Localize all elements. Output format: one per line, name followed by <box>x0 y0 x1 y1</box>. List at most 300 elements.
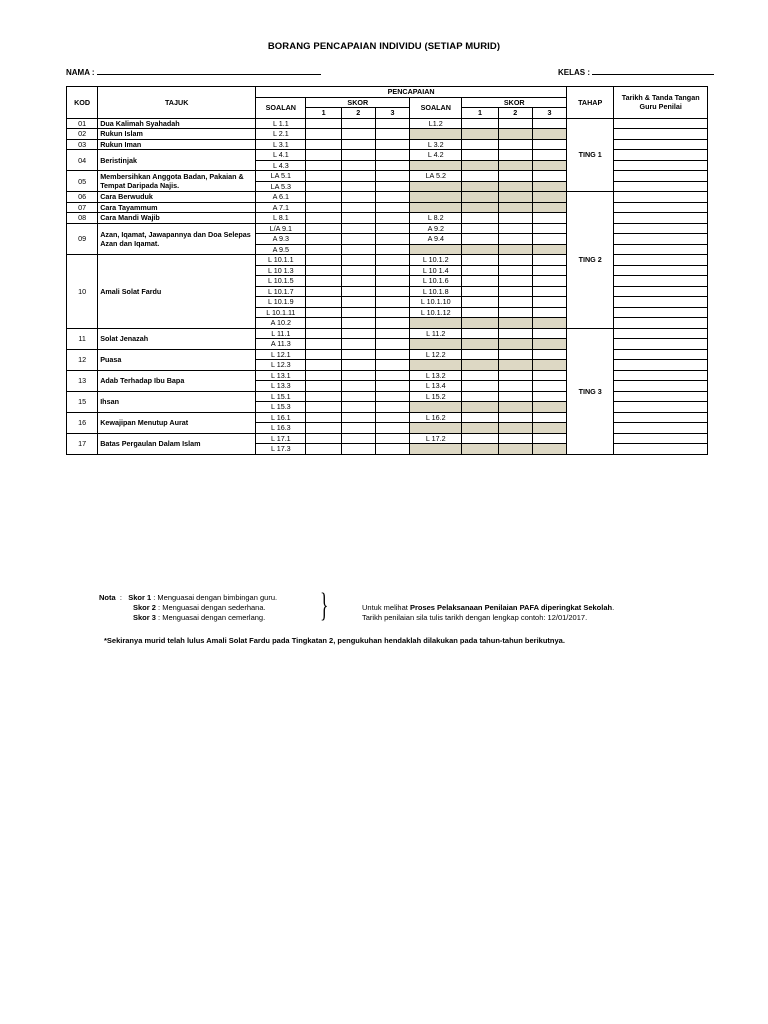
tarikh-input-cell[interactable] <box>614 423 708 434</box>
kelas-line[interactable] <box>592 66 714 75</box>
skor-input-cell[interactable] <box>498 234 532 245</box>
skor-input-cell[interactable] <box>375 129 409 140</box>
skor-input-cell[interactable] <box>462 276 498 287</box>
tarikh-input-cell[interactable] <box>614 192 708 203</box>
skor-input-cell[interactable] <box>341 192 375 203</box>
skor-input-cell[interactable] <box>341 360 375 371</box>
tarikh-input-cell[interactable] <box>614 181 708 192</box>
nota-right-pre: Untuk melihat <box>362 603 410 612</box>
tajuk-cell: Cara Mandi Wajib <box>98 213 256 224</box>
nota-right-post: . <box>612 603 615 612</box>
soalan-cell: LA 5.3 <box>256 181 306 192</box>
tahap-cell: TING 2 <box>567 192 614 329</box>
skor-input-cell[interactable] <box>306 339 341 350</box>
skor-input-cell[interactable] <box>306 360 341 371</box>
skor-input-cell[interactable] <box>375 412 409 423</box>
skor-input-cell[interactable] <box>498 402 532 413</box>
skor-input-cell[interactable] <box>375 213 409 224</box>
skor-input-cell[interactable] <box>462 370 498 381</box>
skor-input-cell[interactable] <box>375 181 409 192</box>
kod-cell: 03 <box>67 139 98 150</box>
nota-section <box>99 593 277 623</box>
tajuk-cell: Dua Kalimah Syahadah <box>98 118 256 129</box>
skor-input-cell[interactable] <box>532 276 566 287</box>
skor-input-cell[interactable] <box>375 391 409 402</box>
kod-cell: 02 <box>67 129 98 140</box>
soalan-cell: L 13.4 <box>410 381 462 392</box>
skor-input-cell[interactable] <box>341 129 375 140</box>
skor-input-cell[interactable] <box>462 286 498 297</box>
skor-2-header: 2 <box>498 108 532 119</box>
skor-input-cell[interactable] <box>306 444 341 455</box>
skor-input-cell[interactable] <box>462 391 498 402</box>
tarikh-input-cell[interactable] <box>614 129 708 140</box>
skor-input-cell[interactable] <box>375 150 409 161</box>
skor-input-cell[interactable] <box>462 139 498 150</box>
skor-input-cell[interactable] <box>462 423 498 434</box>
skor-input-cell[interactable] <box>341 444 375 455</box>
tarikh-input-cell[interactable] <box>614 339 708 350</box>
skor-input-cell[interactable] <box>532 139 566 150</box>
skor-input-cell[interactable] <box>375 276 409 287</box>
skor-input-cell[interactable] <box>532 370 566 381</box>
skor-input-cell[interactable] <box>532 391 566 402</box>
skor-input-cell[interactable] <box>462 255 498 266</box>
tajuk-cell: Puasa <box>98 349 256 370</box>
skor-input-cell[interactable] <box>532 223 566 234</box>
skor-input-cell[interactable] <box>341 307 375 318</box>
skor-input-cell[interactable] <box>375 307 409 318</box>
skor-input-cell[interactable] <box>462 160 498 171</box>
tahap-header: TAHAP <box>567 87 614 119</box>
skor-input-cell[interactable] <box>375 297 409 308</box>
skor-input-cell[interactable] <box>375 370 409 381</box>
tajuk-cell: Batas Pergaulan Dalam Islam <box>98 433 256 454</box>
skor-input-cell[interactable] <box>306 171 341 182</box>
skor-input-cell[interactable] <box>306 160 341 171</box>
skor-input-cell[interactable] <box>306 391 341 402</box>
skor-input-cell[interactable] <box>341 171 375 182</box>
tarikh-input-cell[interactable] <box>614 349 708 360</box>
tarikh-input-cell[interactable] <box>614 370 708 381</box>
skor-input-cell[interactable] <box>532 307 566 318</box>
soalan-cell: L 16.3 <box>256 423 306 434</box>
tarikh-input-cell[interactable] <box>614 391 708 402</box>
skor-input-cell[interactable] <box>462 412 498 423</box>
skor-input-cell[interactable] <box>341 202 375 213</box>
soalan-cell: L 1.1 <box>256 118 306 129</box>
soalan-cell: L 10.1.10 <box>410 297 462 308</box>
skor-input-cell[interactable] <box>375 318 409 329</box>
soalan-cell: L1.2 <box>410 118 462 129</box>
soalan-cell <box>410 423 462 434</box>
skor-input-cell[interactable] <box>306 255 341 266</box>
soalan-cell: L 4.1 <box>256 150 306 161</box>
soalan-cell: L 17.2 <box>410 433 462 444</box>
soalan-cell <box>410 129 462 140</box>
tarikh-input-cell[interactable] <box>614 118 708 129</box>
tarikh-input-cell[interactable] <box>614 202 708 213</box>
skor-3-header: 3 <box>532 108 566 119</box>
skor-input-cell[interactable] <box>532 202 566 213</box>
skor-input-cell[interactable] <box>341 160 375 171</box>
skor-input-cell[interactable] <box>532 171 566 182</box>
skor-input-cell[interactable] <box>532 265 566 276</box>
skor-input-cell[interactable] <box>375 234 409 245</box>
skor-input-cell[interactable] <box>375 360 409 371</box>
soalan-cell: L 10.1.11 <box>256 307 306 318</box>
skor-input-cell[interactable] <box>532 360 566 371</box>
skor-input-cell[interactable] <box>375 139 409 150</box>
skor-input-cell[interactable] <box>498 349 532 360</box>
skor-input-cell[interactable] <box>341 433 375 444</box>
skor3-text: : Menguasai dengan cemerlang. <box>158 613 266 622</box>
tarikh-input-cell[interactable] <box>614 402 708 413</box>
skor-input-cell[interactable] <box>532 160 566 171</box>
skor-input-cell[interactable] <box>341 423 375 434</box>
skor-input-cell[interactable] <box>341 118 375 129</box>
skor-input-cell[interactable] <box>498 171 532 182</box>
tarikh-input-cell[interactable] <box>614 444 708 455</box>
soalan-cell: L 15.1 <box>256 391 306 402</box>
skor-input-cell[interactable] <box>341 318 375 329</box>
kelas-label: KELAS : <box>558 68 590 77</box>
soalan-cell <box>410 244 462 255</box>
skor-input-cell[interactable] <box>532 118 566 129</box>
skor-input-cell[interactable] <box>375 255 409 266</box>
skor-input-cell[interactable] <box>532 213 566 224</box>
skor-input-cell[interactable] <box>306 139 341 150</box>
skor-input-cell[interactable] <box>375 328 409 339</box>
kod-header: KOD <box>67 87 98 119</box>
skor-input-cell[interactable] <box>375 223 409 234</box>
skor-input-cell[interactable] <box>498 328 532 339</box>
nota-right <box>362 603 614 623</box>
kod-cell: 10 <box>67 255 98 329</box>
skor-input-cell[interactable] <box>532 328 566 339</box>
tarikh-input-cell[interactable] <box>614 171 708 182</box>
skor-input-cell[interactable] <box>375 118 409 129</box>
soalan-cell: L/A 9.1 <box>256 223 306 234</box>
soalan-cell: L 8.1 <box>256 213 306 224</box>
skor-input-cell[interactable] <box>498 181 532 192</box>
skor-input-cell[interactable] <box>462 297 498 308</box>
skor-input-cell[interactable] <box>375 286 409 297</box>
skor-input-cell[interactable] <box>375 349 409 360</box>
skor-input-cell[interactable] <box>341 276 375 287</box>
skor-input-cell[interactable] <box>498 192 532 203</box>
skor-input-cell[interactable] <box>532 192 566 203</box>
skor-input-cell[interactable] <box>498 213 532 224</box>
skor-input-cell[interactable] <box>462 244 498 255</box>
skor-input-cell[interactable] <box>462 234 498 245</box>
soalan-cell: A 7.1 <box>256 202 306 213</box>
skor-input-cell[interactable] <box>341 223 375 234</box>
skor-input-cell[interactable] <box>498 297 532 308</box>
skor-input-cell[interactable] <box>462 349 498 360</box>
soalan-cell: L 10.1.7 <box>256 286 306 297</box>
skor-input-cell[interactable] <box>498 276 532 287</box>
tarikh-input-cell[interactable] <box>614 412 708 423</box>
soalan-cell: L 3.1 <box>256 139 306 150</box>
skor-input-cell[interactable] <box>341 265 375 276</box>
tarikh-input-cell[interactable] <box>614 255 708 266</box>
skor-input-cell[interactable] <box>498 444 532 455</box>
skor-input-cell[interactable] <box>532 381 566 392</box>
skor-input-cell[interactable] <box>341 213 375 224</box>
skor-input-cell[interactable] <box>462 181 498 192</box>
skor-input-cell[interactable] <box>498 150 532 161</box>
skor-1-header: 1 <box>306 108 341 119</box>
skor-input-cell[interactable] <box>462 192 498 203</box>
skor-input-cell[interactable] <box>306 433 341 444</box>
skor-input-cell[interactable] <box>306 286 341 297</box>
tarikh-input-cell[interactable] <box>614 318 708 329</box>
skor-input-cell[interactable] <box>341 391 375 402</box>
skor-input-cell[interactable] <box>375 433 409 444</box>
skor-input-cell[interactable] <box>462 339 498 350</box>
skor-input-cell[interactable] <box>498 265 532 276</box>
tarikh-input-cell[interactable] <box>614 381 708 392</box>
skor-input-cell[interactable] <box>375 381 409 392</box>
skor-input-cell[interactable] <box>532 402 566 413</box>
skor-input-cell[interactable] <box>532 129 566 140</box>
skor-input-cell[interactable] <box>462 307 498 318</box>
nota-colon: : <box>119 593 122 602</box>
skor3-label: Skor 3 <box>133 613 156 622</box>
soalan-cell: A 11.3 <box>256 339 306 350</box>
tarikh-input-cell[interactable] <box>614 286 708 297</box>
soalan-cell <box>410 402 462 413</box>
tarikh-input-cell[interactable] <box>614 234 708 245</box>
skor-input-cell[interactable] <box>532 318 566 329</box>
skor-input-cell[interactable] <box>306 223 341 234</box>
tarikh-input-cell[interactable] <box>614 150 708 161</box>
soalan-cell: L 12.3 <box>256 360 306 371</box>
soalan-cell: L 15.2 <box>410 391 462 402</box>
skor-input-cell[interactable] <box>341 412 375 423</box>
skor-input-cell[interactable] <box>306 192 341 203</box>
soalan-cell: L 11.2 <box>410 328 462 339</box>
kod-cell: 13 <box>67 370 98 391</box>
skor-input-cell[interactable] <box>306 412 341 423</box>
soalan-cell <box>410 339 462 350</box>
skor-input-cell[interactable] <box>306 118 341 129</box>
achievement-table <box>66 86 708 455</box>
tarikh-input-cell[interactable] <box>614 307 708 318</box>
skor-input-cell[interactable] <box>341 402 375 413</box>
tarikh-input-cell[interactable] <box>614 276 708 287</box>
skor-input-cell[interactable] <box>341 234 375 245</box>
skor-input-cell[interactable] <box>532 444 566 455</box>
skor-input-cell[interactable] <box>498 223 532 234</box>
skor-input-cell[interactable] <box>306 213 341 224</box>
skor-input-cell[interactable] <box>498 139 532 150</box>
skor-input-cell[interactable] <box>498 160 532 171</box>
skor-input-cell[interactable] <box>498 381 532 392</box>
skor-input-cell[interactable] <box>306 318 341 329</box>
soalan-cell: L 10.1.8 <box>410 286 462 297</box>
skor-input-cell[interactable] <box>375 339 409 350</box>
skor-input-cell[interactable] <box>462 171 498 182</box>
tarikh-input-cell[interactable] <box>614 244 708 255</box>
skor-input-cell[interactable] <box>498 286 532 297</box>
skor-input-cell[interactable] <box>498 370 532 381</box>
skor-input-cell[interactable] <box>306 265 341 276</box>
skor-input-cell[interactable] <box>306 297 341 308</box>
skor1-label: Skor 1 <box>128 593 152 602</box>
nota-right-line2: Tarikh penilaian sila tulis tarikh dengan lengkap contoh: 12/01/2017. <box>362 613 588 622</box>
skor-input-cell[interactable] <box>498 339 532 350</box>
skor-input-cell[interactable] <box>498 360 532 371</box>
skor-input-cell[interactable] <box>498 255 532 266</box>
skor-input-cell[interactable] <box>306 402 341 413</box>
skor-input-cell[interactable] <box>498 412 532 423</box>
skor-input-cell[interactable] <box>532 339 566 350</box>
skor-input-cell[interactable] <box>532 150 566 161</box>
skor-input-cell[interactable] <box>341 244 375 255</box>
skor-input-cell[interactable] <box>375 402 409 413</box>
skor-input-cell[interactable] <box>375 192 409 203</box>
skor-input-cell[interactable] <box>462 150 498 161</box>
skor-input-cell[interactable] <box>306 328 341 339</box>
tarikh-input-cell[interactable] <box>614 213 708 224</box>
skor2-text: : Menguasai dengan sederhana. <box>158 603 266 612</box>
skor-input-cell[interactable] <box>306 244 341 255</box>
skor-input-cell[interactable] <box>532 255 566 266</box>
skor-input-cell[interactable] <box>498 307 532 318</box>
skor-input-cell[interactable] <box>462 328 498 339</box>
skor-input-cell[interactable] <box>306 276 341 287</box>
skor-input-cell[interactable] <box>532 286 566 297</box>
table-row <box>67 328 708 339</box>
skor-input-cell[interactable] <box>341 181 375 192</box>
kod-cell: 12 <box>67 349 98 370</box>
kod-cell: 06 <box>67 192 98 203</box>
skor-input-cell[interactable] <box>375 423 409 434</box>
tajuk-cell: Azan, Iqamat, Jawapannya dan Doa Selepas Azan dan Iqamat. <box>98 223 256 255</box>
skor-input-cell[interactable] <box>498 318 532 329</box>
kod-cell: 11 <box>67 328 98 349</box>
skor-input-cell[interactable] <box>341 381 375 392</box>
kod-cell: 08 <box>67 213 98 224</box>
skor-input-cell[interactable] <box>498 118 532 129</box>
skor-input-cell[interactable] <box>341 328 375 339</box>
skor-input-cell[interactable] <box>532 349 566 360</box>
skor-input-cell[interactable] <box>341 297 375 308</box>
skor-input-cell[interactable] <box>375 171 409 182</box>
tarikh-input-cell[interactable] <box>614 223 708 234</box>
tarikh-input-cell[interactable] <box>614 328 708 339</box>
tajuk-cell: Solat Jenazah <box>98 328 256 349</box>
tarikh-input-cell[interactable] <box>614 360 708 371</box>
skor-input-cell[interactable] <box>498 423 532 434</box>
tarikh-input-cell[interactable] <box>614 139 708 150</box>
skor-input-cell[interactable] <box>341 286 375 297</box>
skor-input-cell[interactable] <box>532 423 566 434</box>
skor-input-cell[interactable] <box>375 265 409 276</box>
skor-input-cell[interactable] <box>462 223 498 234</box>
soalan-cell: L 17.1 <box>256 433 306 444</box>
soalan-cell: L 10 1.3 <box>256 265 306 276</box>
skor-input-cell[interactable] <box>462 202 498 213</box>
skor-input-cell[interactable] <box>462 265 498 276</box>
skor-header: SKOR <box>306 97 410 108</box>
skor-input-cell[interactable] <box>462 213 498 224</box>
soalan-cell: L 10.1.5 <box>256 276 306 287</box>
skor-input-cell[interactable] <box>462 444 498 455</box>
tarikh-input-cell[interactable] <box>614 433 708 444</box>
skor-input-cell[interactable] <box>462 402 498 413</box>
skor-input-cell[interactable] <box>532 433 566 444</box>
skor-input-cell[interactable] <box>462 381 498 392</box>
skor-input-cell[interactable] <box>306 423 341 434</box>
skor-input-cell[interactable] <box>462 318 498 329</box>
skor-input-cell[interactable] <box>341 150 375 161</box>
skor-input-cell[interactable] <box>532 181 566 192</box>
skor-input-cell[interactable] <box>341 370 375 381</box>
skor-input-cell[interactable] <box>341 139 375 150</box>
skor-input-cell[interactable] <box>462 129 498 140</box>
skor-input-cell[interactable] <box>306 129 341 140</box>
skor-input-cell[interactable] <box>375 444 409 455</box>
skor-input-cell[interactable] <box>341 339 375 350</box>
skor-input-cell[interactable] <box>306 307 341 318</box>
skor-input-cell[interactable] <box>341 349 375 360</box>
kelas-field[interactable] <box>558 66 714 77</box>
skor-input-cell[interactable] <box>306 349 341 360</box>
tarikh-input-cell[interactable] <box>614 160 708 171</box>
soalan-cell: A 9.4 <box>410 234 462 245</box>
soalan-cell: L 10 1.4 <box>410 265 462 276</box>
skor-input-cell[interactable] <box>462 360 498 371</box>
nama-label: NAMA : <box>66 68 95 77</box>
skor-input-cell[interactable] <box>306 370 341 381</box>
tarikh-input-cell[interactable] <box>614 265 708 276</box>
soalan-cell <box>410 160 462 171</box>
skor-input-cell[interactable] <box>498 433 532 444</box>
skor-input-cell[interactable] <box>532 412 566 423</box>
skor-input-cell[interactable] <box>532 234 566 245</box>
tarikh-input-cell[interactable] <box>614 297 708 308</box>
skor-input-cell[interactable] <box>498 391 532 402</box>
tajuk-cell: Amali Solat Fardu <box>98 255 256 329</box>
skor-input-cell[interactable] <box>532 244 566 255</box>
nama-line[interactable] <box>97 66 321 75</box>
skor-input-cell[interactable] <box>498 129 532 140</box>
skor-input-cell[interactable] <box>306 181 341 192</box>
skor-input-cell[interactable] <box>306 202 341 213</box>
skor-input-cell[interactable] <box>375 202 409 213</box>
skor-input-cell[interactable] <box>462 433 498 444</box>
skor-input-cell[interactable] <box>306 150 341 161</box>
skor-input-cell[interactable] <box>375 244 409 255</box>
table-row <box>67 192 708 203</box>
skor-input-cell[interactable] <box>532 297 566 308</box>
skor-input-cell[interactable] <box>306 234 341 245</box>
skor-input-cell[interactable] <box>341 255 375 266</box>
skor-input-cell[interactable] <box>498 202 532 213</box>
soalan-cell <box>410 202 462 213</box>
skor-input-cell[interactable] <box>498 244 532 255</box>
soalan-cell: L 10.1.1 <box>256 255 306 266</box>
skor-input-cell[interactable] <box>306 381 341 392</box>
tajuk-cell: Kewajipan Menutup Aurat <box>98 412 256 433</box>
nama-field[interactable] <box>66 66 321 77</box>
skor-input-cell[interactable] <box>462 118 498 129</box>
tajuk-header: TAJUK <box>98 87 256 119</box>
skor-input-cell[interactable] <box>375 160 409 171</box>
